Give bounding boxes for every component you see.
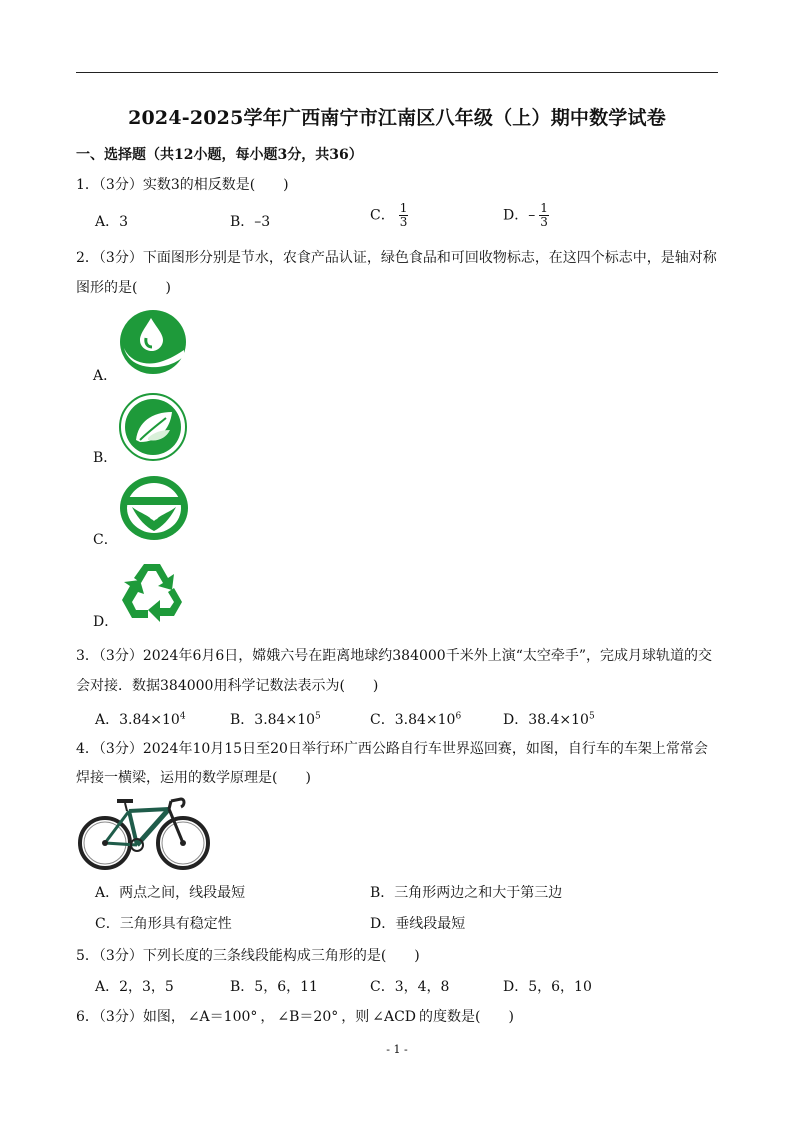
recycling-logo-icon [118,558,186,624]
question-3-stem-line-2: 会对接．数据384000用科学记数法表示为( ) [76,678,379,694]
q5-option-a: A．2，3，5 [95,979,174,995]
question-2-stem-line-1: 2．（3分）下面图形分别是节水，农食产品认证，绿色食品和可回收物标志，在这四个标志中，是轴对称 [76,250,717,266]
q2-option-c: C． [93,532,118,548]
question-4-stem-line-1: 4．（3分）2024年10月15日至20日举行环广西公路自行车世界巡回赛，如图，自行车的车架上常常会 [76,741,708,757]
question-6-stem: 6．（3分）如图， ∠A＝100° ， ∠B＝20° ，则 ∠ACD 的度数是( ) [76,1009,514,1025]
q4-option-c: C．三角形具有稳定性 [95,916,232,932]
q4-option-a: A．两点之间，线段最短 [95,885,246,901]
water-saving-logo-icon [118,308,188,376]
q2-option-a: A． [93,368,118,384]
q5-option-c: C．3，4，8 [370,979,450,995]
q3-option-b: B．$3.84\times 10^5$ [230,711,321,728]
question-1-stem: 1．（3分）实数3的相反数是( ) [76,177,289,193]
q2-option-d: D． [93,614,119,630]
q4-option-d: D．垂线段最短 [370,916,466,932]
green-food-leaf-logo-icon [118,392,188,462]
q1-option-b: B．–3 [230,214,271,230]
page-number: - 1 - [386,1043,408,1056]
q3-option-d: D．$38.4\times 10^5$ [503,711,595,728]
q1-option-d: D．– $\frac{1}{3}$ [503,201,548,229]
agricultural-certification-logo-icon [118,475,190,541]
q2-option-b: B． [93,450,118,466]
q3-option-a: A．$3.84\times 10^4$ [95,711,186,728]
question-2-stem-line-2: 图形的是( ) [76,280,171,296]
q3-option-c: C．$3.84\times 10^6$ [370,711,462,728]
page-title: 2024-2025学年广西南宁市江南区八年级（上）期中数学试卷 [128,107,666,129]
q4-option-b: B．三角形两边之和大于第三边 [370,885,563,901]
q1-option-a: A．3 [95,214,129,230]
question-5-stem: 5．（3分）下列长度的三条线段能构成三角形的是( ) [76,948,420,964]
q5-option-d: D．5，6，10 [503,979,592,995]
bicycle-illustration [77,795,211,873]
question-4-stem-line-2: 焊接一横梁，运用的数学原理是( ) [76,770,311,786]
question-3-stem-line-1: 3．（3分）2024年6月6日，嫦娥六号在距离地球约384000千米外上演“太空牵手”，完成月球轨道的交 [76,648,713,664]
q1-option-c: C． $\frac{1}{3}$ [370,201,408,229]
header-rule [76,72,718,73]
section-heading: 一、选择题（共12小题，每小题3分，共36） [76,147,363,163]
q5-option-b: B．5，6，11 [230,979,318,995]
